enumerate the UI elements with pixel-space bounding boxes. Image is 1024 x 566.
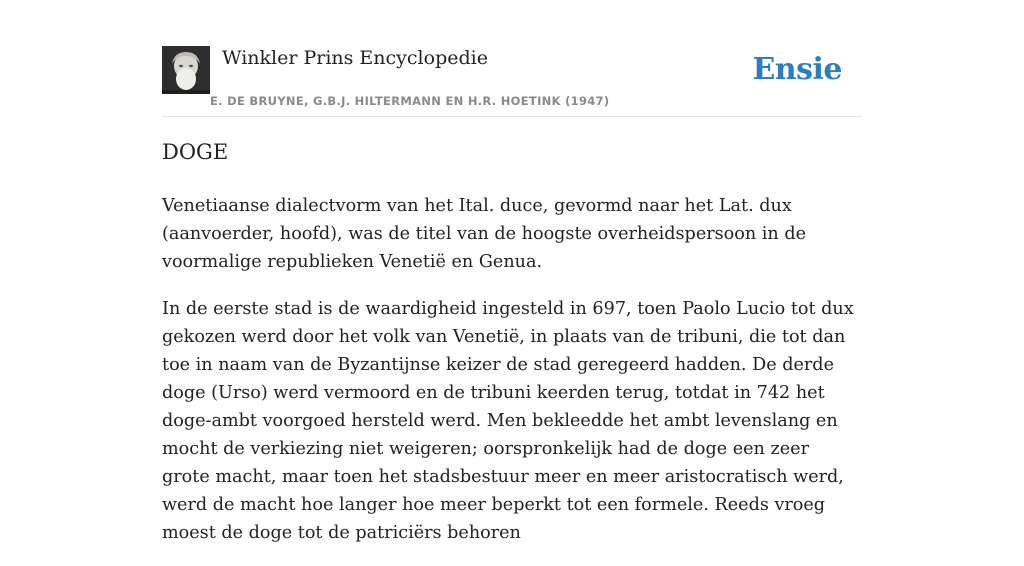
article-paragraph: Venetiaanse dialectvorm van het Ital. duce, gevormd naar het Lat. dux (aanvoerder, hoofd), was de titel van de hoogste overheidspersoon in de voormalige republieken Venetië en Genua.	[162, 196, 807, 272]
source-title[interactable]: Winkler Prins Encyclopedie	[222, 47, 488, 69]
article-title: DOGE	[162, 140, 229, 164]
article-body	[162, 192, 862, 566]
source-header	[162, 46, 862, 117]
source-authors: E. DE BRUYNE, G.B.J. HILTERMANN EN H.R. HOETINK (1947)	[210, 94, 610, 108]
article-paragraph: In de eerste stad is de waardigheid ingesteld in 697, toen Paolo Lucio tot dux gekozen werd door het volk van Venetië, in plaats van de tribuni, die tot dan toe in naam van de Byzantijnse keizer de stad geregeerd hadden. De derde doge (Urso) werd vermoord en de tribuni keerden terug, totdat in 742 het doge-ambt voorgoed hersteld werd. Men bekleedde het ambt levenslang en mocht de verkiezing niet weigeren; oorspronkelijk had de doge een zeer grote macht, maar toen het stadsbestuur meer en meer aristocratisch werd, werd de macht hoe langer hoe meer beperkt tot een formele. Reeds vroeg moest de doge tot de patriciërs behoren	[162, 299, 854, 543]
ensie-logo-link[interactable]: Ensie	[752, 52, 842, 87]
author-avatar	[162, 46, 210, 94]
portrait-image	[162, 46, 210, 94]
